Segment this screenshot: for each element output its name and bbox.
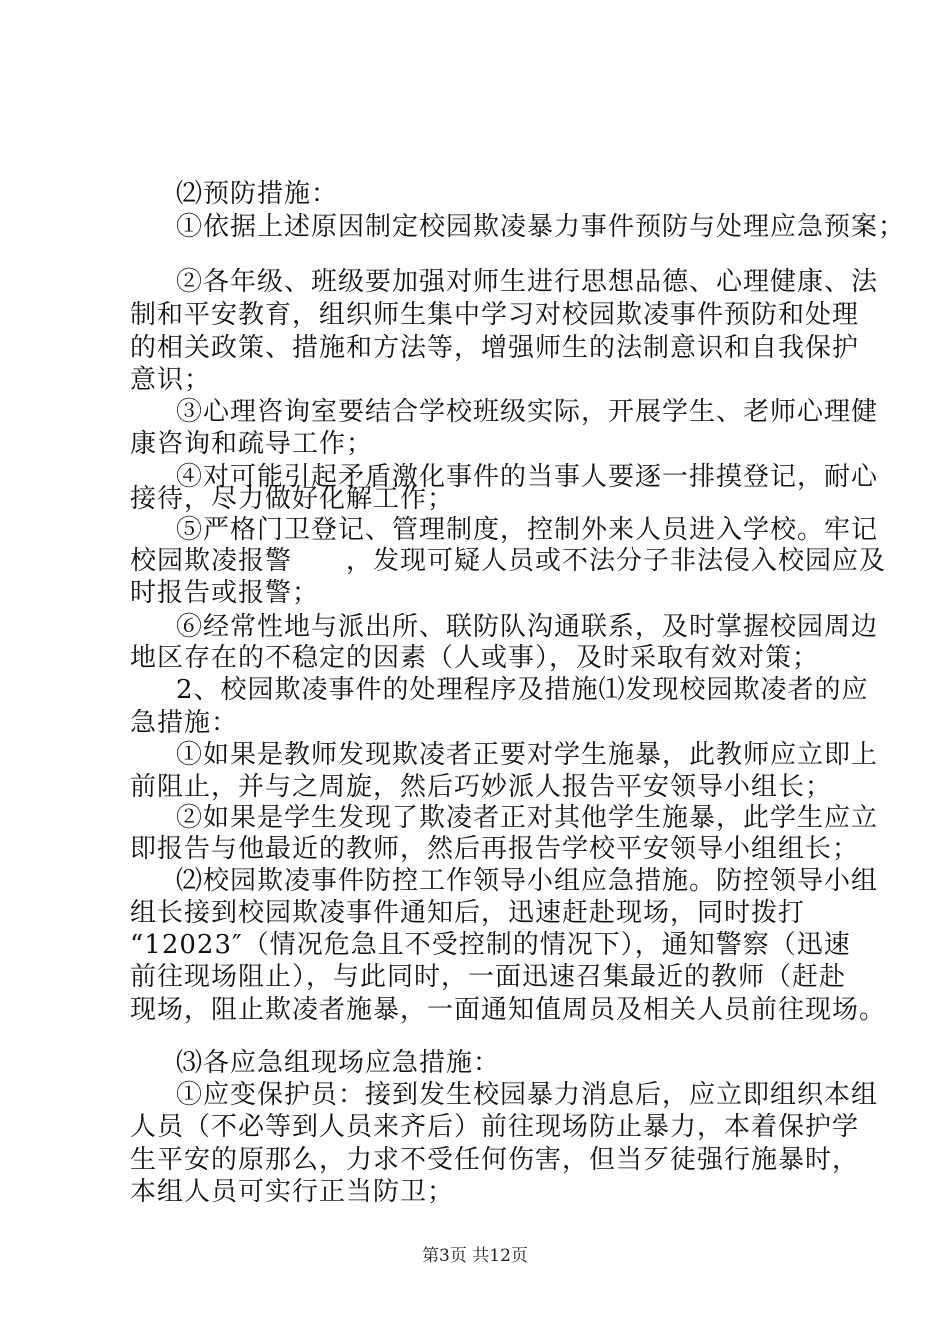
text-line: ③心理咨询室要结合学校班级实际，开展学生、老师心理健 xyxy=(176,397,879,427)
text-line: ②各年级、班级要加强对师生进行思想品德、心理健康、法 xyxy=(176,267,879,297)
text-line: 康咨询和疏导工作； xyxy=(130,429,374,459)
text-line: ⑤严格门卫登记、管理制度，控制外来人员进入学校。牢记 xyxy=(176,515,879,545)
text-line: ④对可能引起矛盾激化事件的当事人要逐一排摸登记，耐心 xyxy=(176,462,879,492)
text-line: “12023″（情况危急且不受控制的情况下），通知警察（迅速 xyxy=(130,930,851,960)
text-line: 人员（不必等到人员来齐后）前往现场防止暴力，本着保护学 xyxy=(130,1112,860,1142)
text-line: ②如果是学生发现了欺凌者正对其他学生施暴，此学生应立 xyxy=(176,803,879,833)
text-line: 时报告或报警； xyxy=(130,578,320,608)
text-line: ⑶各应急组现场应急措施： xyxy=(176,1048,501,1078)
text-line: 地区存在的不稳定的因素（人或事），及时采取有效对策； xyxy=(130,643,820,673)
text-line: 前阻止，并与之周旋，然后巧妙派人报告平安领导小组长； xyxy=(130,772,833,802)
text-line: 的相关政策、措施和方法等，增强师生的法制意识和自我保护 xyxy=(130,333,860,363)
page-number-footer: 第3页 共12页 xyxy=(422,1246,528,1266)
text-line: 组长接到校园欺凌事件通知后，迅速赶赴现场，同时拨打 xyxy=(130,898,806,928)
text-line: 生平安的原那么，力求不受任何伤害，但当歹徒强行施暴时， xyxy=(130,1145,860,1175)
text-line: 现场，阻止欺凌者施暴，一面通知值周员及相关人员前往现场。 xyxy=(130,995,887,1025)
text-line: ①依据上述原因制定校园欺凌暴力事件预防与处理应急预案； xyxy=(176,212,906,242)
text-line: 接待，尽力做好化解工作； xyxy=(130,484,455,514)
text-line: 即报告与他最近的教师，然后再报告学校平安领导小组组长； xyxy=(130,834,860,864)
text-line: 校园欺凌报警 ，发现可疑人员或不法分子非法侵入校园应及 xyxy=(130,546,887,576)
text-line: ①应变保护员：接到发生校园暴力消息后，应立即组织本组 xyxy=(176,1080,879,1110)
text-line: 急措施： xyxy=(130,708,239,738)
text-line: 本组人员可实行正当防卫； xyxy=(130,1177,455,1207)
text-line: ⑵校园欺凌事件防控工作领导小组应急措施。防控领导小组 xyxy=(176,866,879,896)
text-line: 2、校园欺凌事件的处理程序及措施⑴发现校园欺凌者的应 xyxy=(176,675,869,705)
text-line: 制和平安教育，组织师生集中学习对校园欺凌事件预防和处理 xyxy=(130,300,860,330)
text-line: ⑵预防措施： xyxy=(176,179,339,209)
text-line: ⑥经常性地与派出所、联防队沟通联系，及时掌握校园周边 xyxy=(176,612,879,642)
text-line: 意识； xyxy=(130,365,212,395)
text-line: 前往现场阻止），与此同时，一面迅速召集最近的教师（赶赴 xyxy=(130,962,847,992)
text-line: ①如果是教师发现欺凌者正要对学生施暴，此教师应立即上 xyxy=(176,740,879,770)
